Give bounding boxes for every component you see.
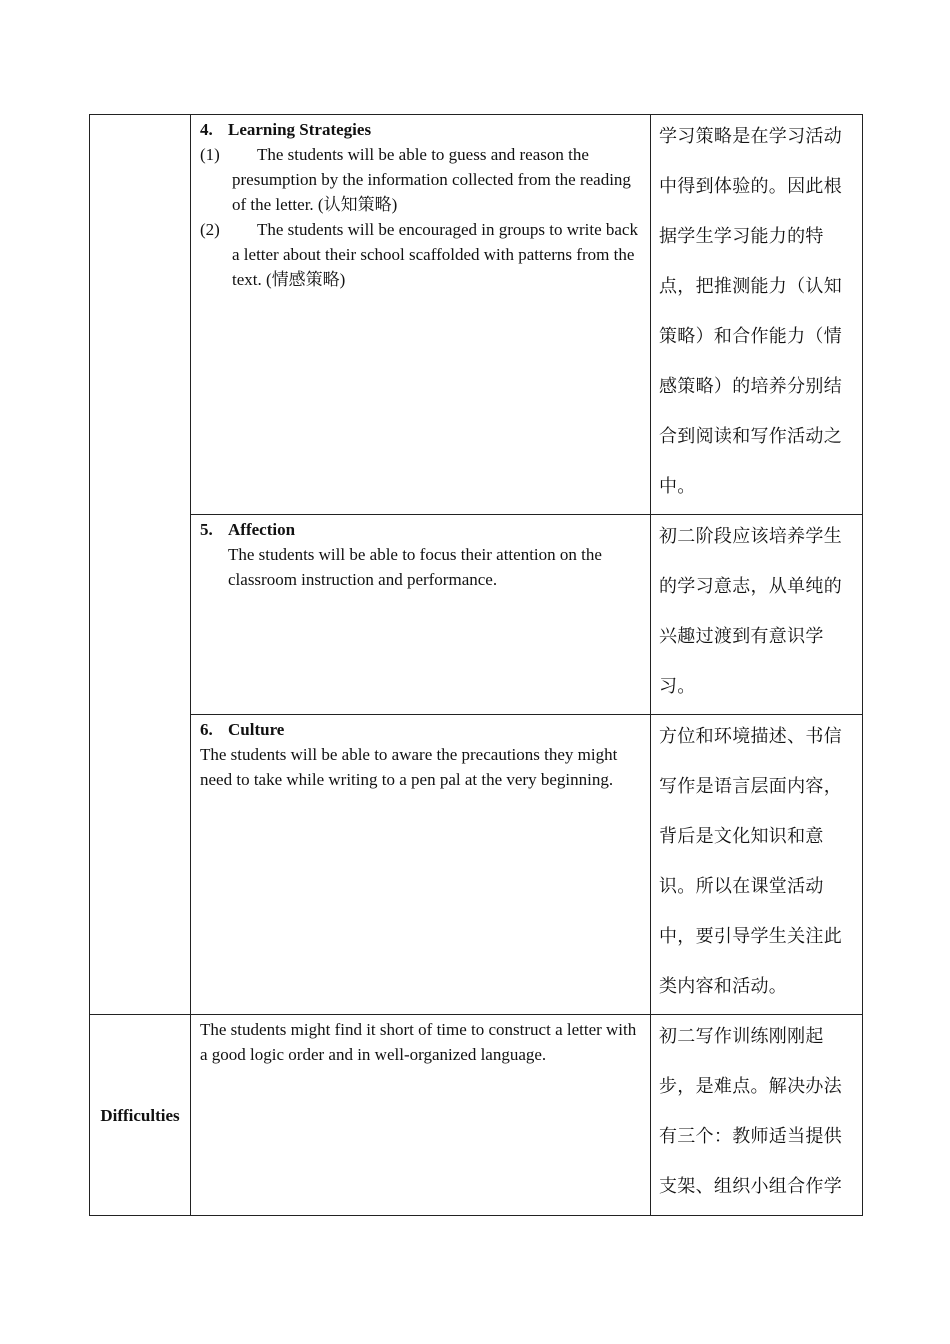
content-cell — [191, 715, 651, 1015]
list-item: (1) The students will be able to guess and reason the presumption by the information collected from the reading of the letter. (认知策略) — [200, 145, 631, 214]
note-cell — [651, 515, 863, 715]
table-row — [90, 1015, 863, 1216]
section-body: The students might find it short of time to construct a letter with a good logic order and in well-organized language. — [200, 1020, 637, 1064]
row-label-cell — [90, 1015, 191, 1216]
section-heading: 6. Culture — [200, 720, 285, 739]
content-cell — [191, 515, 651, 715]
note-text: 学习策略是在学习活动中得到体验的。因此根据学生学习能力的特点，把推测能力（认知策略）和合作能力（情感策略）的培养分别结合到阅读和写作活动之中。 — [659, 126, 842, 497]
list-item: (2) The students will be encouraged in groups to write back a letter about their school scaffolded with patterns from the text. (情感策略) — [200, 220, 638, 289]
content-cell — [191, 1015, 651, 1216]
lesson-plan-table — [89, 114, 863, 1216]
content-cell — [191, 115, 651, 515]
note-text: 初二写作训练刚刚起步，是难点。解决办法有三个：教师适当提供支架、组织小组合作学 — [659, 1026, 842, 1197]
note-cell — [651, 115, 863, 515]
note-cell — [651, 715, 863, 1015]
section-heading: 5. Affection — [200, 520, 296, 539]
note-text: 初二阶段应该培养学生的学习意志，从单纯的兴趣过渡到有意识学习。 — [659, 526, 842, 697]
note-text: 方位和环境描述、书信写作是语言层面内容，背后是文化知识和意识。所以在课堂活动中，要引导学生关注此类内容和活动。 — [659, 726, 842, 997]
section-body: The students will be able to focus their attention on the classroom instruction and performance. — [228, 545, 602, 589]
table-row — [90, 515, 863, 715]
row-label: Difficulties — [100, 1105, 180, 1125]
section-body: The students will be able to aware the precautions they might need to take while writing to a pen pal at the very beginning. — [200, 745, 618, 789]
table-row — [90, 715, 863, 1015]
note-cell — [651, 1015, 863, 1216]
table-row — [90, 115, 863, 515]
section-heading: 4. Learning Strategies — [200, 120, 372, 139]
empty-label-cell — [90, 115, 191, 1015]
